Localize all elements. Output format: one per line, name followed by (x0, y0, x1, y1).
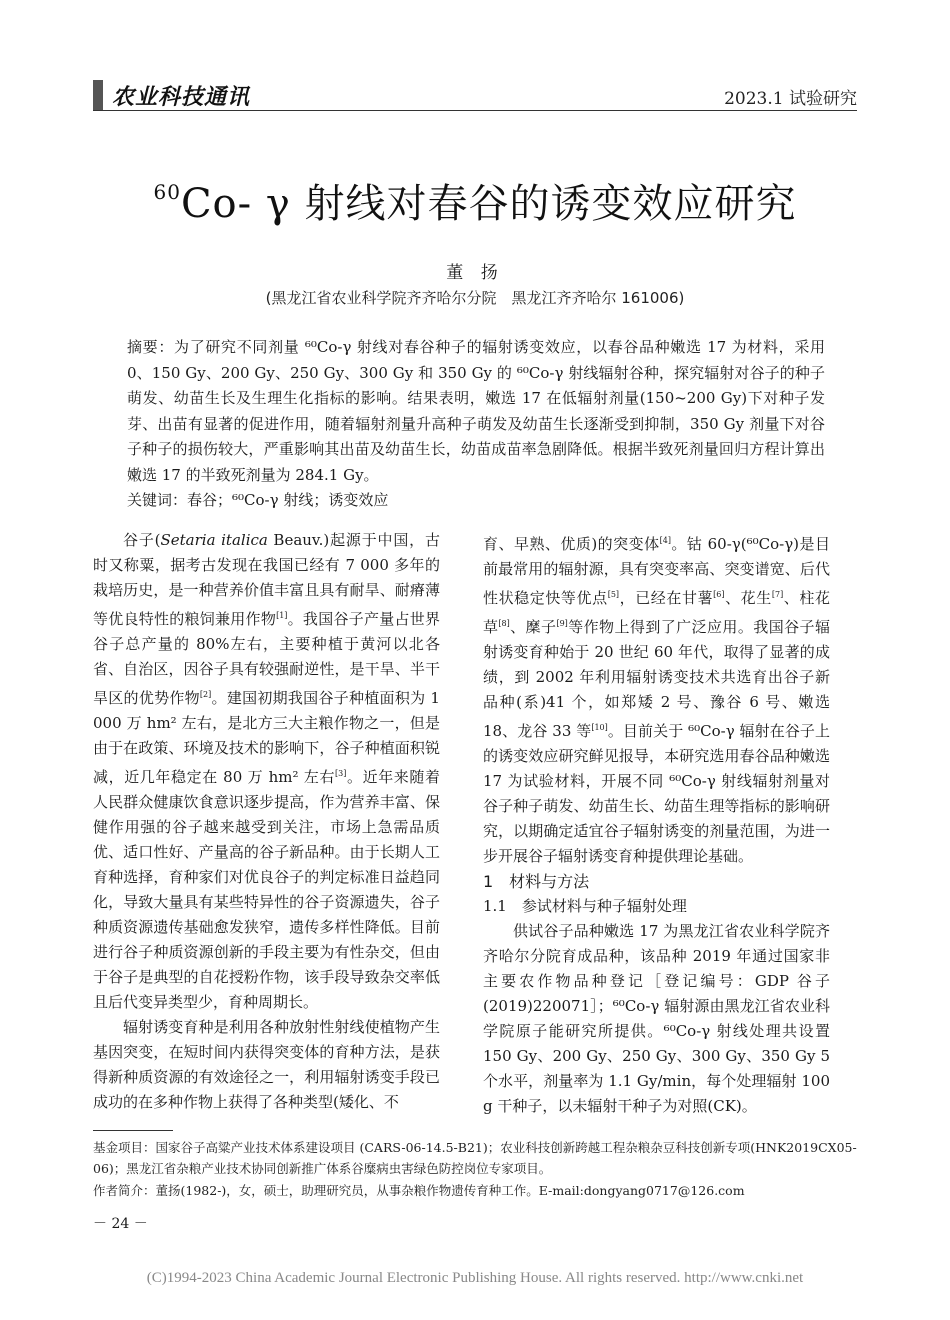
right-column (483, 528, 830, 1119)
citation: [10] (591, 723, 608, 732)
intro-paragraph-2-cont: 育、早熟、优质)的突变体[4]。钴 60-γ(⁶⁰Co-γ)是目前最常用的辐射源，具有突变率高、突变谱宽、后代性状稳定快等优点[5]，已经在甘薯[6]、花生[7]、柱花草[8]、穈子[9]等作物上得到了广泛应用。我国谷子辐射诱变育种始于 20 世纪 60 年代，取得了显著的成绩，到 2002 年利用辐射诱变技术共选育出谷子新品种(系)41 个，如郑矮 2 号、豫谷 6 号、嫩选 18、龙谷 33 等[10]。目前关于 ⁶⁰Co-γ 辐射在谷子上的诱变效应研究鲜见报导，本研究选用春谷品种嫩选 17 为试验材料，开展不同 ⁶⁰Co-γ 射线辐射剂量对谷子种子萌发、幼苗生长、幼苗生理等指标的影响研究，以期确定适宜谷子辐射诱变的剂量范围，为进一步开展谷子辐射诱变育种提供理论基础。 (483, 535, 830, 865)
intro-paragraph-1: 谷子(Setaria italica Beauv.)起源于中国，古时又称粟，据考古发现在我国已经有 7 000 多年的栽培历史，是一种营养价值丰富且具有耐旱、耐瘠薄等优良特性的粮饲兼用作物[1]。我国谷子产量占世界谷子总产量的 80%左右，主要种植于黄河以北各省、自治区，因谷子具有较强耐逆性，是干旱、半干旱区的优势作物[2]。建国初期我国谷子种植面积为 1 000 万 hm² 左右，是北方三大主粮作物之一，但是由于在政策、环境及技术的影响下，谷子种植面积锐减，近几年稳定在 80 万 hm² 左右[3]。近年来随着人民群众健康饮食意识逐步提高，作为营养丰富、保健作用强的谷子越来越受到关注，市场上急需品质优、适口性好、产量高的谷子新品种。由于长期人工育种选择，育种家们对优良谷子的判定标准日益趋同化，导致大量具有某些特异性的谷子资源遗失，谷子种质资源遗传基础愈发狭窄，遗传多样性降低。目前进行谷子种质资源创新的手段主要为有性杂交，但由于谷子是典型的自花授粉作物，该手段导致杂交率低且后代变异类型少，育种周期长。 (93, 531, 440, 1011)
keywords (127, 488, 825, 513)
citation: [9] (556, 619, 568, 628)
section-heading-1-1: 1.1 参试材料与种子辐射处理 (483, 897, 687, 915)
page-number: － 24 － (93, 1216, 148, 1232)
footnote-rule (93, 1130, 173, 1131)
section-heading-1: 1 材料与方法 (483, 872, 590, 891)
article-title (0, 172, 950, 229)
methods-paragraph-1: 供试谷子品种嫩选 17 为黑龙江省农业科学院齐齐哈尔分院育成品种，该品种 2019 年通过国家非主要农作物品种登记［登记编号：GDP 谷子(2019)220071］；⁶⁰Co-γ 辐射源由黑龙江省农业科学院原子能研究所提供。⁶⁰Co-γ 射线处理共设置 150 Gy、200 Gy、250 Gy、300 Gy、350 Gy 5 个水平，剂量率为 1.1 Gy/min，每个处理辐射 100 g 干种子，以未辐射干种子为对照(CK)。 (483, 922, 830, 1115)
affiliation: (黑龙江省农业科学院齐齐哈尔分院 黑龙江齐齐哈尔 161006) (265, 289, 685, 307)
header-bar (93, 80, 103, 110)
left-column (93, 528, 440, 1115)
abstract (127, 335, 825, 488)
header-rule (93, 110, 857, 111)
keywords-label: 关键词： (127, 491, 188, 509)
journal-name: 农业科技通讯 (112, 84, 251, 110)
citation: [2] (199, 690, 212, 699)
citation: [7] (771, 590, 784, 599)
keywords-text: 春谷；⁶⁰Co-γ 射线；诱变效应 (187, 491, 389, 509)
citation: [3] (335, 769, 347, 778)
funding-footnote: 基金项目：国家谷子高粱产业技术体系建设项目 (CARS-06-14.5-B21)；农业科技创新跨越工程杂粮杂豆科技创新专项(HNK2019CX05-06)；黑龙江省杂粮产业技术协同创新推广体系谷糜病虫害绿色防控岗位专家项目。 (93, 1140, 857, 1176)
author: 董 扬 (446, 263, 504, 283)
citation: [1] (276, 611, 288, 620)
abstract-label: 摘要： (127, 338, 175, 356)
issue-label: 2023.1 试验研究 (724, 89, 857, 109)
abstract-text: 为了研究不同剂量 ⁶⁰Co-γ 射线对春谷种子的辐射诱变效应，以春谷品种嫩选 17 为材料，采用 0、150 Gy、200 Gy、250 Gy、300 Gy 和 350 Gy 的 ⁶⁰Co-γ 射线辐射谷种，探究辐射对谷子的种子萌发、幼苗生长及生理生化指标的影响。结果表明，嫩选 17 在低辐射剂量(150~200 Gy)下对种子发芽、出苗有显著的促进作用，随着辐射剂量升高种子萌发及幼苗生长逐渐受到抑制，350 Gy 剂量下对谷子种子的损伤较大，严重影响其出苗及幼苗生长，幼苗成苗率急剧降低。根据半致死剂量回归方程计算出嫩选 17 的半致死剂量为 284.1 Gy。 (127, 338, 825, 484)
citation: [6] (713, 590, 725, 599)
title-superscript: 60 (153, 179, 181, 204)
citation: [8] (498, 619, 510, 628)
intro-paragraph-2: 辐射诱变育种是利用各种放射性射线使植物产生基因突变，在短时间内获得突变体的育种方法，是获得新种质资源的有效途径之一，利用辐射诱变手段已成功的在多种作物上获得了各种类型(矮化、不 (93, 1018, 440, 1111)
citation: [4] (659, 536, 671, 545)
author-bio-footnote: 作者简介：董扬(1982-)，女，硕士，助理研究员，从事杂粮作物遗传育种工作。E-mail:dongyang0717@126.com (93, 1183, 745, 1198)
title-text: Co- γ 射线对春谷的诱变效应研究 (180, 181, 797, 227)
copyright-watermark: (C)1994-2023 China Academic Journal Electronic Publishing House. All rights reserved. http://www.cnki.net (146, 1270, 804, 1286)
latin-name: Setaria italica (160, 531, 268, 549)
citation: [5] (607, 590, 620, 599)
